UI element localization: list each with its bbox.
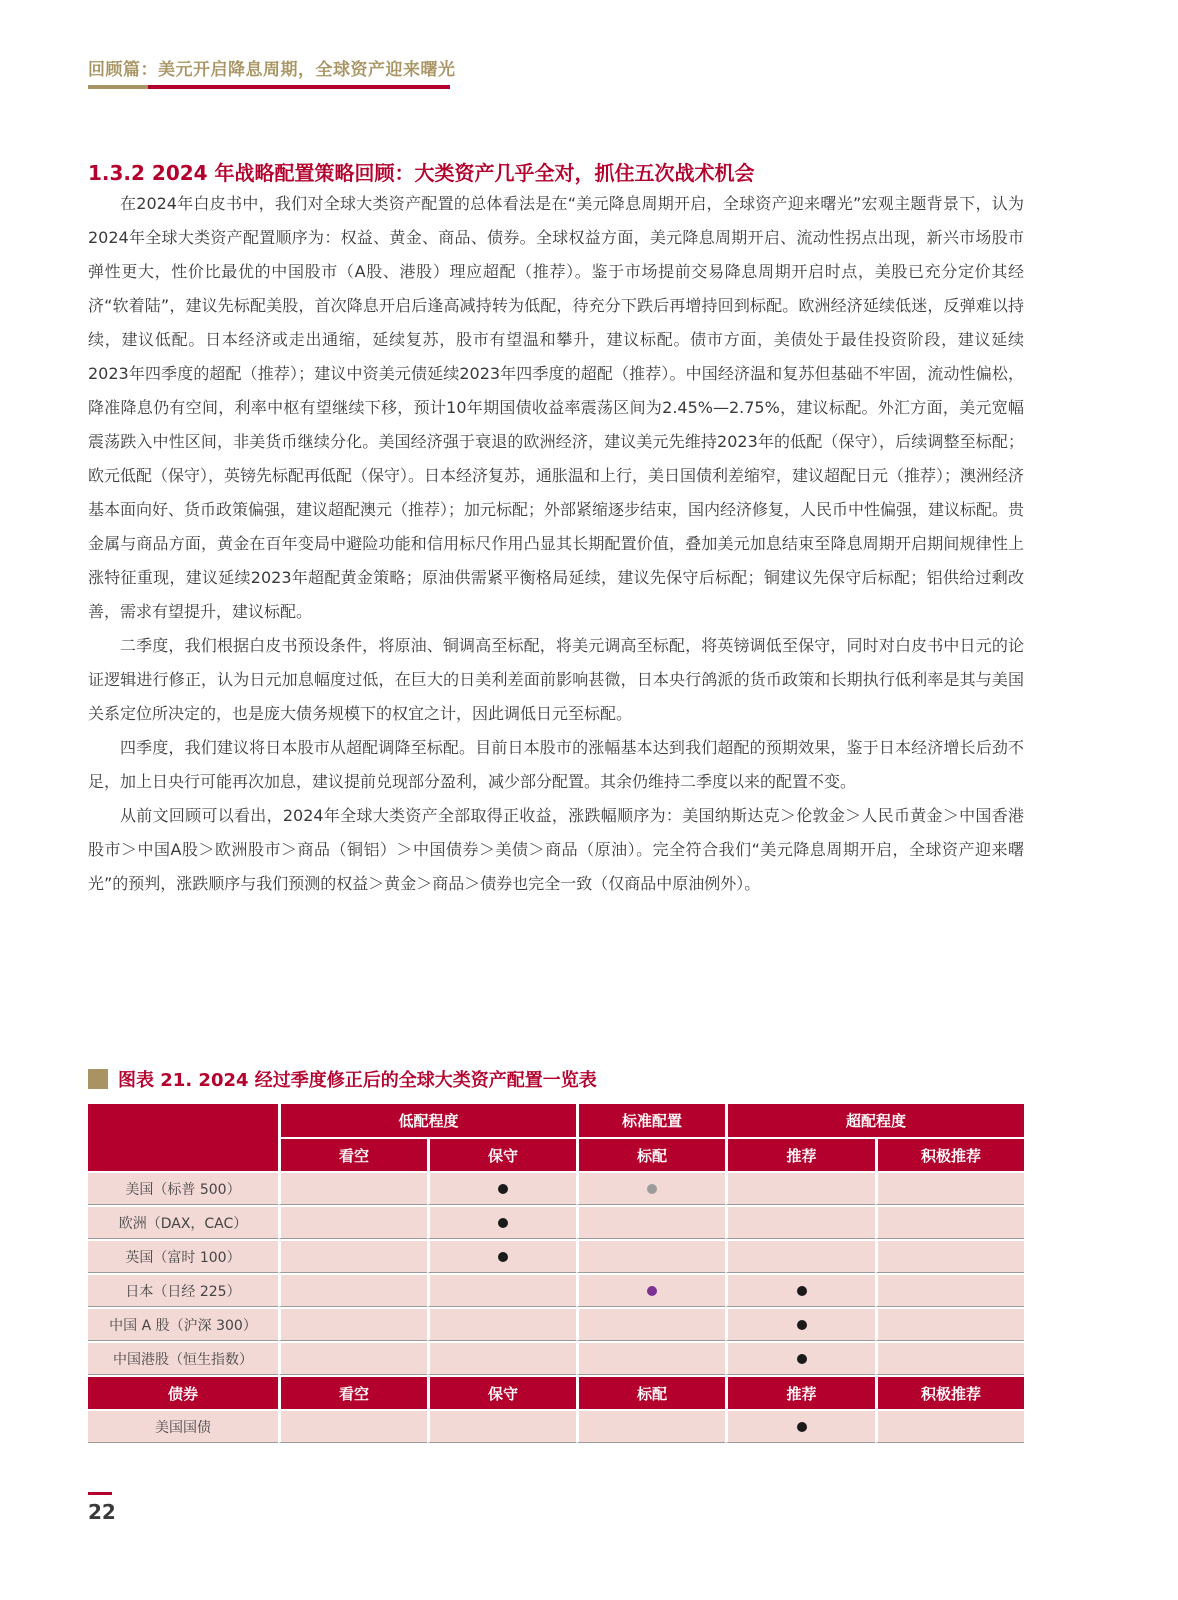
allocation-dot-icon — [498, 1218, 508, 1228]
column-header: 保守 — [427, 1375, 576, 1409]
table-row — [88, 1307, 1024, 1341]
group-header-under: 低配程度 — [278, 1104, 576, 1137]
column-header: 看空 — [278, 1375, 427, 1409]
table-cell — [875, 1307, 1024, 1341]
group-header-over: 超配程度 — [725, 1104, 1024, 1137]
chart-title-text: 图表 21. 2024 经过季度修正后的全球大类资产配置一览表 — [118, 1070, 597, 1091]
column-header: 推荐 — [725, 1137, 875, 1171]
row-label: 美国（标普 500） — [88, 1171, 278, 1205]
table-cell — [576, 1205, 725, 1239]
row-label: 英国（富时 100） — [88, 1239, 278, 1273]
column-header: 积极推荐 — [875, 1137, 1024, 1171]
table-cell — [576, 1307, 725, 1341]
allocation-table — [88, 1104, 1024, 1443]
column-header: 保守 — [427, 1137, 576, 1171]
table-cell — [427, 1205, 576, 1239]
table-cell — [278, 1409, 427, 1443]
row-label: 中国 A 股（沪深 300） — [88, 1307, 278, 1341]
table-row — [88, 1239, 1024, 1273]
table-cell — [725, 1171, 875, 1205]
table-row — [88, 1205, 1024, 1239]
table-row — [88, 1341, 1024, 1375]
table-cell — [725, 1273, 875, 1307]
table-cell — [278, 1273, 427, 1307]
allocation-dot-icon — [647, 1286, 657, 1296]
chart-title — [88, 1066, 597, 1092]
column-header: 推荐 — [725, 1375, 875, 1409]
table-cell — [875, 1205, 1024, 1239]
table-cell — [725, 1205, 875, 1239]
paragraph: 二季度，我们根据白皮书预设条件，将原油、铜调高至标配，将美元调高至标配，将英镑调低至保守，同时对白皮书中日元的论证逻辑进行修正，认为日元加息幅度过低，在巨大的日美利差面前影响甚微，日本央行鸽派的货币政策和长期执行低利率是其与美国关系定位所决定的，也是庞大债务规模下的权宜之计，因此调低日元至标配。 — [88, 636, 1024, 723]
allocation-dot-icon — [498, 1252, 508, 1262]
table-cell — [427, 1307, 576, 1341]
chart-title-square-icon — [88, 1069, 108, 1089]
table-row — [88, 1273, 1024, 1307]
allocation-dot-icon — [797, 1320, 807, 1330]
column-header: 积极推荐 — [875, 1375, 1024, 1409]
bond-section-header: 债券 — [88, 1375, 278, 1409]
table-cell — [278, 1307, 427, 1341]
table-cell — [576, 1239, 725, 1273]
allocation-dot-icon — [797, 1354, 807, 1364]
table-cell — [427, 1273, 576, 1307]
table-cell — [576, 1171, 725, 1205]
table-cell — [427, 1239, 576, 1273]
row-label: 欧洲（DAX，CAC） — [88, 1205, 278, 1239]
bond-rows — [88, 1409, 1024, 1443]
page-number-accent — [88, 1492, 112, 1495]
row-label: 美国国债 — [88, 1409, 278, 1443]
allocation-dot-icon — [797, 1286, 807, 1296]
table-cell — [875, 1239, 1024, 1273]
table-cell — [278, 1171, 427, 1205]
header-accent-red — [148, 85, 450, 89]
table-cell — [875, 1273, 1024, 1307]
allocation-dot-icon — [498, 1184, 508, 1194]
table-row — [88, 1409, 1024, 1443]
table-cell — [875, 1171, 1024, 1205]
paragraph: 从前文回顾可以看出，2024年全球大类资产全部取得正收益，涨跌幅顺序为：美国纳斯达克＞伦敦金＞人民币黄金＞中国香港股市＞中国A股＞欧洲股市＞商品（铜铝）＞中国债券＞美债＞商品（原油）。完全符合我们“美元降息周期开启，全球资产迎来曙光”的预判，涨跌顺序与我们预测的权益＞黄金＞商品＞债券也完全一致（仅商品中原油例外）。 — [88, 806, 1024, 893]
table-cell — [875, 1341, 1024, 1375]
section-heading: 1.3.2 2024 年战略配置策略回顾：大类资产几乎全对，抓住五次战术机会 — [88, 161, 755, 185]
table-cell — [427, 1341, 576, 1375]
column-header: 看空 — [278, 1137, 427, 1171]
table-cell — [427, 1171, 576, 1205]
table-cell — [576, 1273, 725, 1307]
table-cell — [725, 1307, 875, 1341]
table-cell — [576, 1341, 725, 1375]
table-row — [88, 1171, 1024, 1205]
row-label: 日本（日经 225） — [88, 1273, 278, 1307]
column-header: 标配 — [576, 1137, 725, 1171]
table-corner-cell — [88, 1104, 278, 1171]
paragraph: 四季度，我们建议将日本股市从超配调降至标配。目前日本股市的涨幅基本达到我们超配的预期效果，鉴于日本经济增长后劲不足，加上日央行可能再次加息，建议提前兑现部分盈利，减少部分配置。其余仍维持二季度以来的配置不变。 — [88, 738, 1024, 791]
table-cell — [278, 1341, 427, 1375]
table-cell — [278, 1239, 427, 1273]
header-title: 回顾篇：美元开启降息周期，全球资产迎来曙光 — [88, 60, 456, 80]
table-cell — [725, 1341, 875, 1375]
table-cell — [427, 1409, 576, 1443]
paragraph: 在2024年白皮书中，我们对全球大类资产配置的总体看法是在“美元降息周期开启，全球资产迎来曙光”宏观主题背景下，认为2024年全球大类资产配置顺序为：权益、黄金、商品、债券。全球权益方面，美元降息周期开启、流动性拐点出现，新兴市场股市弹性更大，性价比最优的中国股市（A股、港股）理应超配（推荐）。鉴于市场提前交易降息周期开启时点，美股已充分定价其经济“软着陆”，建议先标配美股，首次降息开启后逢高减持转为低配，待充分下跌后再增持回到标配。欧洲经济延续低迷，反弹难以持续，建议低配。日本经济或走出通缩，延续复苏，股市有望温和攀升，建议标配。债市方面，美债处于最佳投资阶段，建议延续2023年四季度的超配（推荐）；建议中资美元债延续2023年四季度的超配（推荐）。中国经济温和复苏但基础不牢固，流动性偏松，降准降息仍有空间，利率中枢有望继续下移，预计10年期国债收益率震荡区间为2.45%—2.75%，建议标配。外汇方面，美元宽幅震荡跌入中性区间，非美货币继续分化。美国经济强于衰退的欧洲经济，建议美元先维持2023年的低配（保守），后续调整至标配；欧元低配（保守），英镑先标配再低配（保守）。日本经济复苏，通胀温和上行，美日国债利差缩窄，建议超配日元（推荐）；澳洲经济基本面向好、货币政策偏强，建议超配澳元（推荐）；加元标配；外部紧缩逐步结束，国内经济修复，人民币中性偏强，建议标配。贵金属与商品方面，黄金在百年变局中避险功能和信用标尺作用凸显其长期配置价值，叠加美元加息结束至降息周期开启期间规律性上涨特征重现，建议延续2023年超配黄金策略；原油供需紧平衡格局延续，建议先保守后标配；铜建议先保守后标配；铝供给过剩改善，需求有望提升，建议标配。 — [88, 194, 1025, 621]
row-label: 中国港股（恒生指数） — [88, 1341, 278, 1375]
table-cell — [725, 1409, 875, 1443]
table-cell — [576, 1409, 725, 1443]
page-number: 22 — [88, 1500, 116, 1524]
group-header-standard: 标准配置 — [576, 1104, 725, 1137]
allocation-dot-icon — [647, 1184, 657, 1194]
body-text — [88, 187, 1024, 901]
table-cell — [725, 1239, 875, 1273]
equity-rows — [88, 1171, 1024, 1375]
table-cell — [875, 1409, 1024, 1443]
header-accent-gold — [88, 85, 148, 89]
table-cell — [278, 1205, 427, 1239]
column-header: 标配 — [576, 1375, 725, 1409]
allocation-dot-icon — [797, 1422, 807, 1432]
